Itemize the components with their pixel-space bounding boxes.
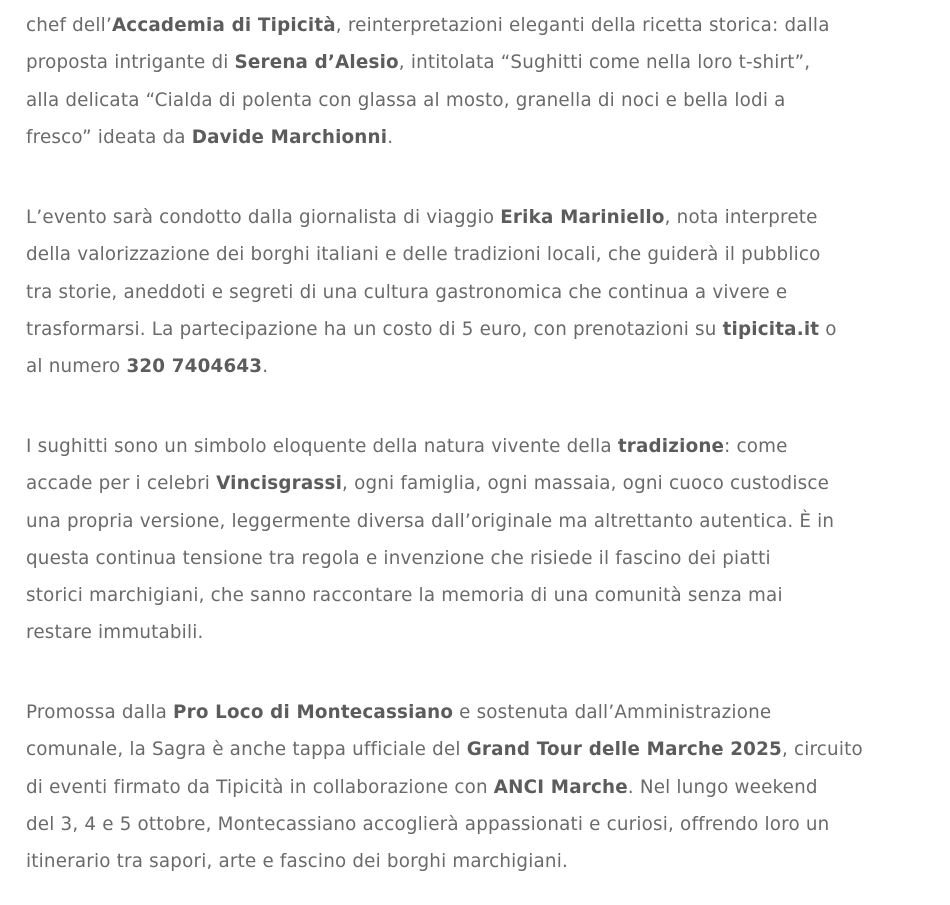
bold-text: tradizione: [617, 436, 725, 457]
text-run: alla delicata “Cialda di polenta con glassa al mosto, granella di noci e bella lodi a: [26, 89, 786, 111]
text-run: , nota interprete: [664, 207, 818, 228]
text-run: L’evento sarà condotto dalla giornalista di viaggio: [26, 207, 501, 228]
bold-text: Pro Loco di Montecassiano: [173, 702, 454, 723]
text-run: storici marchigiani, che sanno raccontare la memoria di una comunità senza mai: [26, 585, 783, 607]
text-line: [26, 503, 906, 540]
bold-text: 320 7404643: [126, 356, 263, 378]
text-run: , circuito: [781, 739, 863, 761]
text-line: [26, 311, 906, 348]
text-run: I sughitti sono un simbolo eloquente della natura vivente della: [26, 436, 618, 457]
text-line: [26, 236, 906, 273]
text-run: accade per i celebri: [26, 473, 217, 495]
text-run: trasformarsi. La partecipazione ha un costo di 5 euro, con prenotazioni su: [26, 318, 723, 340]
text-run: e sostenuta dall’Amministrazione: [453, 702, 772, 723]
text-run: questa continua tensione tra regola e invenzione che risiede il fascino dei piatti: [26, 547, 771, 569]
text-line: [26, 465, 906, 502]
text-run: .: [387, 126, 394, 148]
text-run: del 3, 4 e 5 ottobre, Montecassiano accoglierà appassionati e curiosi, offrendo loro un: [26, 813, 830, 835]
text-run: di eventi firmato da Tipicità in collaborazione con: [26, 776, 494, 798]
bold-text: Vincisgrassi: [216, 473, 343, 495]
text-line: [26, 274, 906, 311]
paragraph-tradition: [26, 428, 906, 652]
text-run: tra storie, aneddoti e segreti di una cultura gastronomica che continua a vivere e: [26, 281, 788, 303]
text-run: , intitolata “Sughitti come nella loro t-shirt”,: [398, 52, 811, 74]
paragraph-event-host: [26, 199, 906, 385]
text-run: . Nel lungo weekend: [627, 776, 818, 798]
text-run: itinerario tra sapori, arte e fascino dei borghi marchigiani.: [26, 851, 568, 873]
text-run: .: [262, 356, 269, 378]
text-line: [26, 614, 906, 651]
text-run: chef dell’: [26, 15, 112, 36]
text-line: [26, 82, 906, 119]
paragraph-promotion: [26, 694, 906, 880]
text-line: [26, 769, 906, 806]
bold-text: Serena d’Alesio: [234, 52, 399, 74]
bold-text: Grand Tour delle Marche 2025: [466, 739, 782, 761]
text-line: [26, 199, 906, 236]
text-run: restare immutabili.: [26, 622, 204, 644]
paragraph-recipes: [26, 7, 906, 156]
text-line: [26, 577, 906, 614]
text-line: [26, 694, 906, 731]
text-run: proposta intrigante di: [26, 52, 235, 74]
bold-text: ANCI Marche: [493, 776, 628, 798]
text-run: fresco” ideata da: [26, 126, 192, 148]
text-run: della valorizzazione dei borghi italiani e delle tradizioni locali, che guiderà il pubblico: [26, 244, 821, 266]
text-run: una propria versione, leggermente diversa dall’originale ma altrettanto autentica. È in: [26, 510, 835, 532]
text-run: : come: [724, 436, 788, 457]
bold-text: Erika Mariniello: [500, 207, 665, 228]
text-line: [26, 348, 906, 385]
bold-text: Accademia di Tipicità: [111, 15, 336, 36]
text-run: al numero: [26, 356, 127, 378]
text-run: comunale, la Sagra è anche tappa ufficiale del: [26, 739, 467, 761]
bold-text: Davide Marchionni: [191, 126, 388, 148]
text-line: [26, 843, 906, 880]
text-run: , reinterpretazioni eleganti della ricetta storica: dalla: [335, 15, 830, 36]
bold-text: tipicita.it: [722, 318, 820, 340]
text-line: [26, 428, 906, 465]
text-run: , ogni famiglia, ogni massaia, ogni cuoco custodisce: [342, 473, 830, 495]
text-line: [26, 540, 906, 577]
text-run: Promossa dalla: [26, 702, 174, 723]
text-line: [26, 806, 906, 843]
text-line: [26, 119, 906, 156]
text-line: [26, 44, 906, 81]
text-run: o: [819, 318, 837, 340]
text-line: [26, 731, 906, 768]
text-line: [26, 7, 906, 44]
